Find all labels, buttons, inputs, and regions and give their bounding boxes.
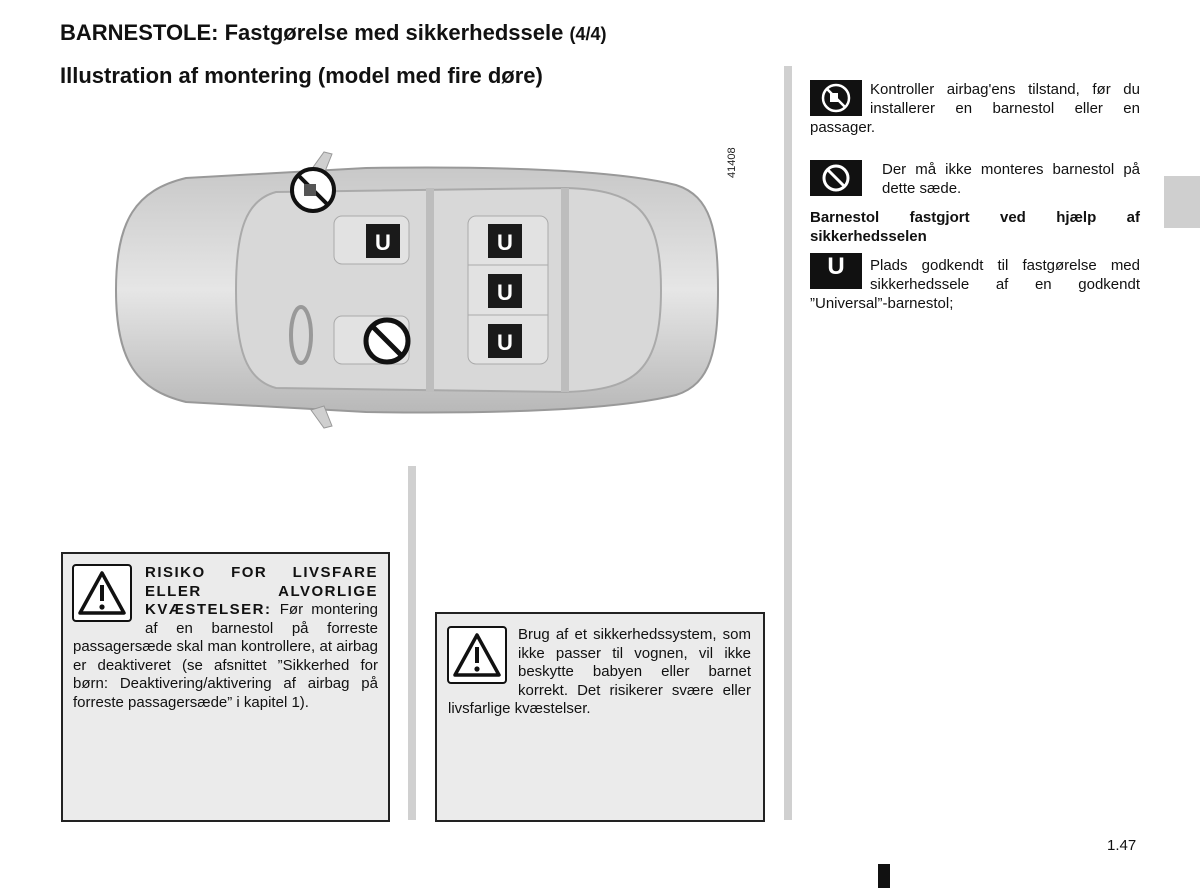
- page-title: BARNESTOLE: Fastgørelse med sikkerhedssele (4/4): [60, 20, 607, 45]
- warning-text-life-danger: RISIKO FOR LIVSFARE ELLER ALVORLIGE KVÆSTELSER: Før montering af en barnestol på forreste passagersæde skal man kontrollere, at airbag er deaktiveret (se afsnittet ”Sikkerhed for børn: Deaktivering/aktivering af airbag på forreste passagersæde” i kapitel 1).: [73, 564, 378, 711]
- warning-text-unsuitable-system: Brug af et sikkerhedssystem, som ikke passer til vognen, vil ikke beskytte babyen eller barnet korrekt. Det risikerer svære eller livsfarlige kvæstelser.: [448, 626, 751, 717]
- legend-universal-seat: U Plads godkendt til fastgørelse med sikkerhedssele af en godkendt ”Universal”-barnestol;: [810, 253, 1140, 312]
- airbag-check-icon: [292, 169, 334, 211]
- warning-box-life-danger: [61, 552, 390, 822]
- section-title: Illustration af montering (model med fire døre): [60, 63, 543, 88]
- page-number: 1.47: [1107, 837, 1137, 854]
- warning-box-unsuitable-system: [435, 612, 765, 822]
- seat-label-rear-left: [488, 224, 522, 258]
- seat-label-rear-center: [488, 274, 522, 308]
- svg-text:U: U: [497, 230, 513, 255]
- no-child-seat-icon: [810, 160, 862, 196]
- universal-seat-icon: U: [810, 253, 862, 289]
- car-top-view-illustration: [96, 130, 776, 450]
- subheading-seatbelt-fastening: Barnestol fastgjort ved hjælp af sikkerhedsselen: [810, 209, 1140, 245]
- column-divider-left: [408, 466, 416, 820]
- legend-no-child-seat: Der må ikke monteres barnestol på dette sæde.: [810, 160, 1140, 198]
- seat-label-front-passenger: [366, 224, 400, 258]
- svg-text:U: U: [375, 230, 391, 255]
- airbag-check-icon: [810, 80, 862, 116]
- chapter-tab-marker: [1164, 176, 1200, 228]
- seat-label-rear-right: [488, 324, 522, 358]
- legend-airbag-check: Kontroller airbag'ens tilstand, før du installerer en barnestol eller en passager.: [810, 81, 1140, 136]
- svg-text:U: U: [497, 330, 513, 355]
- no-child-seat-icon: [366, 320, 408, 362]
- image-reference-number: 41408: [726, 147, 738, 178]
- svg-text:U: U: [497, 280, 513, 305]
- column-divider-middle: [784, 66, 792, 820]
- page-edge-marker: [878, 864, 890, 888]
